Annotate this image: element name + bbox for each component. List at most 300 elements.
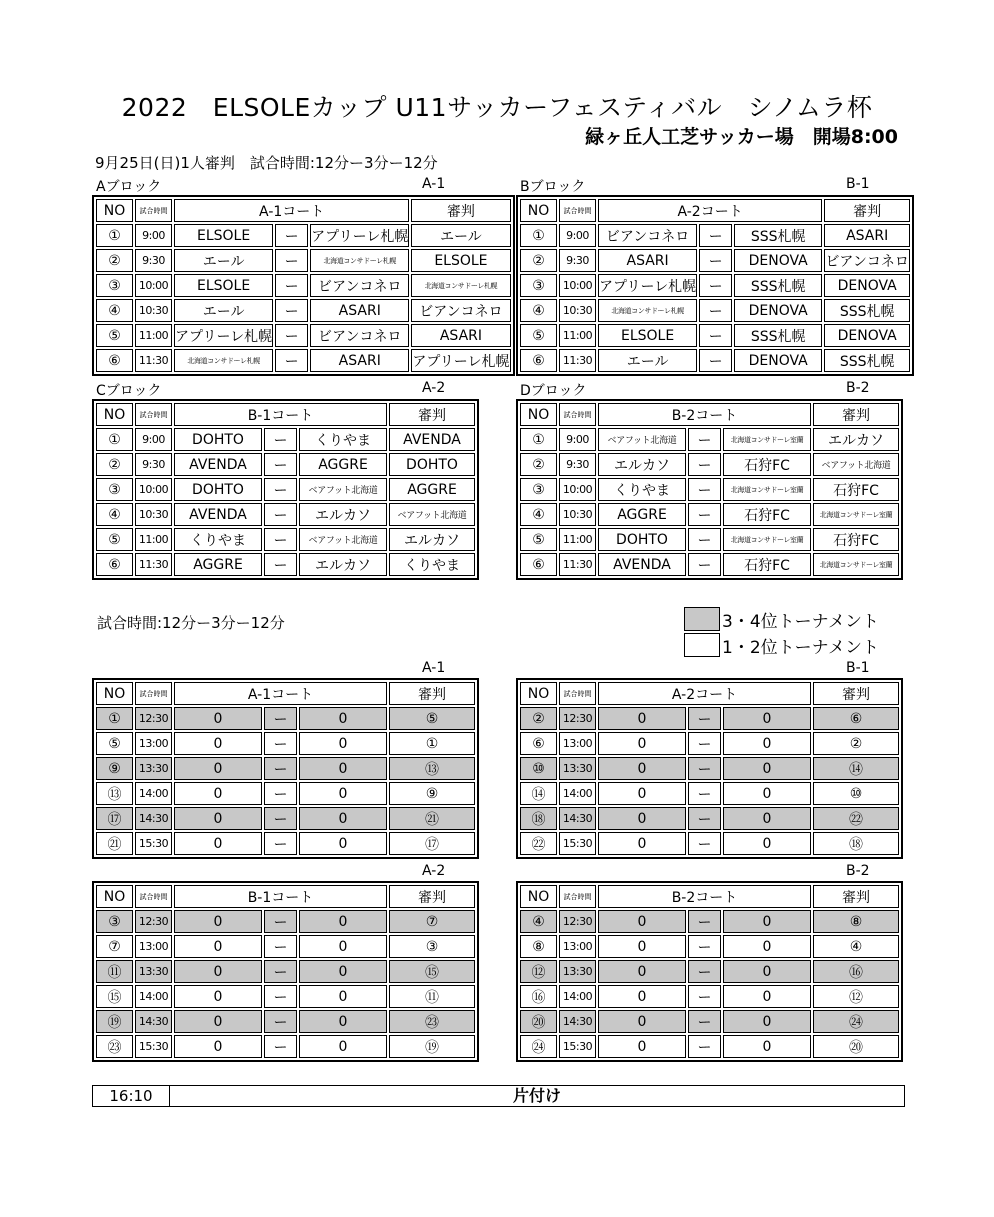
match-no: ⑳: [520, 1010, 557, 1033]
referee-team: SSS札幌: [824, 299, 910, 322]
table-row: [520, 249, 910, 272]
table-row: [96, 910, 475, 933]
match-no: ⑤: [96, 528, 133, 551]
table-header-row: [520, 199, 910, 222]
match-time: 15:30: [135, 832, 172, 855]
referee-team: 北海道コンサドーレ室蘭: [813, 503, 899, 526]
match-no: ⑮: [96, 985, 133, 1008]
match-no: ⑫: [520, 960, 557, 983]
vs-dash: ー: [688, 1010, 721, 1033]
away-team: DENOVA: [734, 249, 822, 272]
referee-team: ㉒: [813, 807, 899, 830]
match-no: ③: [520, 478, 557, 501]
away-team: 0: [723, 985, 811, 1008]
referee-team: AGGRE: [389, 478, 475, 501]
cleanup-row: [92, 1085, 905, 1107]
home-team: 北海道コンサドーレ札幌: [598, 299, 697, 322]
referee-team: ASARI: [411, 324, 510, 347]
match-no: ⑨: [96, 757, 133, 780]
match-no: ④: [520, 299, 557, 322]
header-referee: 審判: [411, 199, 510, 222]
table-row: [96, 553, 475, 576]
table-row: [96, 249, 511, 272]
away-team: ベアフット北海道: [299, 478, 387, 501]
venue-subtitle: 緑ヶ丘人工芝サッカー場 開場8:00: [585, 126, 898, 148]
home-team: エール: [598, 349, 697, 372]
home-team: 0: [598, 1035, 686, 1058]
home-team: AVENDA: [174, 453, 262, 476]
match-time: 13:30: [135, 757, 172, 780]
referee-team: SSS札幌: [824, 349, 910, 372]
referee-team: DENOVA: [824, 324, 910, 347]
away-team: 0: [723, 935, 811, 958]
table-row: [520, 707, 899, 730]
vs-dash: ー: [275, 224, 308, 247]
vs-dash: ー: [264, 1010, 297, 1033]
referee-team: ⑨: [389, 782, 475, 805]
header-court: A-1コート: [174, 682, 387, 705]
away-team: SSS札幌: [734, 324, 822, 347]
table-row: [96, 985, 475, 1008]
table-row: [96, 324, 511, 347]
vs-dash: ー: [275, 274, 308, 297]
table-row: [96, 832, 475, 855]
away-team: 0: [723, 832, 811, 855]
referee-team: ⑯: [813, 960, 899, 983]
vs-dash: ー: [264, 1035, 297, 1058]
table-row: [96, 299, 511, 322]
table-row: [520, 324, 910, 347]
away-team: 0: [299, 960, 387, 983]
vs-dash: ー: [264, 503, 297, 526]
vs-dash: ー: [264, 782, 297, 805]
away-team: SSS札幌: [734, 224, 822, 247]
referee-team: AVENDA: [389, 428, 475, 451]
home-team: 0: [598, 910, 686, 933]
home-team: 0: [174, 782, 262, 805]
home-team: 0: [174, 757, 262, 780]
match-no: ④: [96, 503, 133, 526]
referee-team: ASARI: [824, 224, 910, 247]
vs-dash: ー: [688, 935, 721, 958]
home-team: 0: [598, 1010, 686, 1033]
match-no: ①: [520, 428, 557, 451]
match-time: 9:00: [559, 428, 596, 451]
match-no: ⑰: [96, 807, 133, 830]
header-match-time: 試合時間: [559, 682, 596, 705]
away-team: 0: [723, 707, 811, 730]
header-match-time: 試合時間: [559, 403, 596, 426]
vs-dash: ー: [275, 249, 308, 272]
vs-dash: ー: [688, 707, 721, 730]
ref-label-c: A-2: [422, 380, 446, 396]
match-no: ①: [96, 707, 133, 730]
tournament-table-2: [516, 678, 903, 859]
match-time: 11:30: [559, 553, 596, 576]
away-team: 北海道コンサドーレ札幌: [310, 249, 409, 272]
match-no: ㉔: [520, 1035, 557, 1058]
header-court: A-1コート: [174, 199, 409, 222]
header-court: A-2コート: [598, 199, 822, 222]
match-time: 10:00: [135, 478, 172, 501]
away-team: 0: [299, 807, 387, 830]
home-team: 0: [598, 985, 686, 1008]
ref-label-a: A-1: [422, 176, 446, 192]
away-team: 0: [723, 732, 811, 755]
match-no: ⑥: [96, 553, 133, 576]
match-time: 9:00: [135, 224, 172, 247]
vs-dash: ー: [264, 707, 297, 730]
league-table-4: [516, 399, 903, 580]
away-team: 石狩FC: [723, 503, 811, 526]
header-referee: 審判: [813, 682, 899, 705]
table-row: [96, 732, 475, 755]
home-team: 0: [174, 935, 262, 958]
match-time: 12:30: [559, 707, 596, 730]
match-no: ⑥: [520, 553, 557, 576]
away-team: 0: [723, 1010, 811, 1033]
home-team: ELSOLE: [174, 274, 273, 297]
tournament-table-4: [516, 881, 903, 1062]
vs-dash: ー: [688, 453, 721, 476]
match-no: ⑤: [96, 324, 133, 347]
home-team: 0: [174, 732, 262, 755]
home-team: 0: [598, 832, 686, 855]
match-time: 14:30: [559, 807, 596, 830]
away-team: 石狩FC: [723, 453, 811, 476]
referee-team: エルカソ: [389, 528, 475, 551]
table-row: [96, 807, 475, 830]
match-time: 11:00: [559, 324, 596, 347]
table-row: [96, 1035, 475, 1058]
header-referee: 審判: [813, 403, 899, 426]
vs-dash: ー: [688, 1035, 721, 1058]
home-team: くりやま: [174, 528, 262, 551]
ref-label-t4: B-2: [846, 863, 870, 879]
tournament-table-1: [92, 678, 479, 859]
match-time: 9:00: [559, 224, 596, 247]
vs-dash: ー: [688, 807, 721, 830]
home-team: 0: [598, 782, 686, 805]
referee-team: DENOVA: [824, 274, 910, 297]
table-row: [520, 553, 899, 576]
home-team: 0: [174, 960, 262, 983]
referee-team: ⑤: [389, 707, 475, 730]
referee-team: ビアンコネロ: [411, 299, 510, 322]
match-no: ⑤: [520, 528, 557, 551]
vs-dash: ー: [699, 299, 732, 322]
table-row: [96, 757, 475, 780]
table-row: [96, 935, 475, 958]
away-team: 0: [299, 985, 387, 1008]
vs-dash: ー: [688, 553, 721, 576]
match-time: 14:00: [559, 782, 596, 805]
header-no: NO: [520, 403, 557, 426]
vs-dash: ー: [264, 935, 297, 958]
home-team: 0: [174, 1035, 262, 1058]
header-match-time: 試合時間: [559, 199, 596, 222]
away-team: 0: [723, 1035, 811, 1058]
referee-team: ビアンコネロ: [824, 249, 910, 272]
home-team: 0: [174, 985, 262, 1008]
home-team: アプリーレ札幌: [598, 274, 697, 297]
home-team: ELSOLE: [174, 224, 273, 247]
match-time: 13:00: [135, 935, 172, 958]
away-team: 0: [299, 1035, 387, 1058]
tournament-table-3: [92, 881, 479, 1062]
table-header-row: [520, 885, 899, 908]
vs-dash: ー: [264, 428, 297, 451]
match-no: ⑥: [96, 349, 133, 372]
referee-team: ⑳: [813, 1035, 899, 1058]
vs-dash: ー: [275, 349, 308, 372]
away-team: 北海道コンサドーレ室蘭: [723, 478, 811, 501]
table-row: [520, 985, 899, 1008]
home-team: 0: [598, 757, 686, 780]
referee-team: ELSOLE: [411, 249, 510, 272]
away-team: 北海道コンサドーレ室蘭: [723, 428, 811, 451]
table-row: [96, 960, 475, 983]
away-team: 0: [299, 910, 387, 933]
match-no: ⑦: [96, 935, 133, 958]
vs-dash: ー: [688, 757, 721, 780]
referee-team: DOHTO: [389, 453, 475, 476]
home-team: 0: [174, 807, 262, 830]
referee-team: ②: [813, 732, 899, 755]
legend-white-swatch: [684, 633, 720, 657]
legend-white-label: 1・2位トーナメント: [722, 638, 879, 658]
home-team: 0: [598, 807, 686, 830]
table-header-row: [520, 403, 899, 426]
ref-label-t1: A-1: [422, 660, 446, 676]
vs-dash: ー: [688, 478, 721, 501]
header-referee: 審判: [813, 885, 899, 908]
match-time: 13:00: [559, 935, 596, 958]
table-header-row: [96, 885, 475, 908]
header-referee: 審判: [389, 403, 475, 426]
match-no: ①: [96, 224, 133, 247]
table-row: [520, 832, 899, 855]
match-no: ㉒: [520, 832, 557, 855]
away-team: 0: [723, 757, 811, 780]
page-title: 2022 ELSOLEカップ U11サッカーフェスティバル シノムラ杯: [121, 93, 873, 122]
table-row: [520, 299, 910, 322]
vs-dash: ー: [699, 249, 732, 272]
home-team: AGGRE: [174, 553, 262, 576]
match-time: 12:30: [135, 707, 172, 730]
match-no: ③: [96, 910, 133, 933]
match-time: 10:30: [559, 503, 596, 526]
table-header-row: [96, 682, 475, 705]
away-team: エルカソ: [299, 503, 387, 526]
home-team: DOHTO: [598, 528, 686, 551]
match-no: ㉑: [96, 832, 133, 855]
match-time: 10:30: [135, 299, 172, 322]
away-team: AGGRE: [299, 453, 387, 476]
header-court: B-2コート: [598, 403, 811, 426]
referee-team: エルカソ: [813, 428, 899, 451]
table-row: [96, 707, 475, 730]
cleanup-label: 片付け: [512, 1086, 561, 1105]
ref-label-t2: B-1: [846, 660, 870, 676]
table-header-row: [96, 403, 475, 426]
table-row: [520, 528, 899, 551]
match-time: 10:00: [559, 478, 596, 501]
header-referee: 審判: [824, 199, 910, 222]
match-time: 13:00: [559, 732, 596, 755]
referee-team: 北海道コンサドーレ札幌: [411, 274, 510, 297]
match-time: 10:00: [135, 274, 172, 297]
match-no: ⑱: [520, 807, 557, 830]
referee-team: ③: [389, 935, 475, 958]
referee-team: 北海道コンサドーレ室蘭: [813, 553, 899, 576]
away-team: DENOVA: [734, 299, 822, 322]
match-no: ⑪: [96, 960, 133, 983]
table-row: [96, 528, 475, 551]
home-team: 北海道コンサドーレ札幌: [174, 349, 273, 372]
ref-label-d: B-2: [846, 380, 870, 396]
vs-dash: ー: [688, 832, 721, 855]
table-row: [96, 782, 475, 805]
match-no: ②: [96, 249, 133, 272]
vs-dash: ー: [264, 553, 297, 576]
table-header-row: [96, 199, 511, 222]
home-team: 0: [174, 1010, 262, 1033]
header-court: B-1コート: [174, 403, 387, 426]
table-row: [520, 807, 899, 830]
away-team: 0: [299, 832, 387, 855]
match-time: 13:30: [559, 960, 596, 983]
header-no: NO: [520, 199, 557, 222]
vs-dash: ー: [699, 324, 732, 347]
away-team: エルカソ: [299, 553, 387, 576]
league-table-1: [92, 195, 515, 376]
home-team: エルカソ: [598, 453, 686, 476]
home-team: ASARI: [598, 249, 697, 272]
table-row: [96, 274, 511, 297]
vs-dash: ー: [688, 782, 721, 805]
vs-dash: ー: [699, 224, 732, 247]
match-no: ①: [96, 428, 133, 451]
header-match-time: 試合時間: [135, 199, 172, 222]
table-row: [520, 960, 899, 983]
referee-team: ㉔: [813, 1010, 899, 1033]
table-row: [96, 428, 475, 451]
referee-team: ⑮: [389, 960, 475, 983]
vs-dash: ー: [688, 528, 721, 551]
referee-team: ⑪: [389, 985, 475, 1008]
away-team: 0: [723, 807, 811, 830]
home-team: AGGRE: [598, 503, 686, 526]
vs-dash: ー: [264, 807, 297, 830]
referee-team: 石狩FC: [813, 528, 899, 551]
match-time: 10:00: [559, 274, 596, 297]
referee-team: ⑬: [389, 757, 475, 780]
table-row: [520, 224, 910, 247]
table-row: [96, 478, 475, 501]
table-row: [520, 478, 899, 501]
home-team: 0: [598, 935, 686, 958]
match-no: ②: [520, 707, 557, 730]
header-no: NO: [520, 682, 557, 705]
table-row: [520, 274, 910, 297]
match-no: ㉓: [96, 1035, 133, 1058]
match-time: 11:00: [135, 528, 172, 551]
match-time: 14:00: [135, 782, 172, 805]
table-row: [520, 935, 899, 958]
home-team: エール: [174, 299, 273, 322]
match-time: 12:30: [559, 910, 596, 933]
vs-dash: ー: [688, 732, 721, 755]
home-team: 0: [174, 707, 262, 730]
away-team: 0: [299, 782, 387, 805]
referee-team: 石狩FC: [813, 478, 899, 501]
home-team: ビアンコネロ: [598, 224, 697, 247]
match-no: ⑭: [520, 782, 557, 805]
ref-label-b: B-1: [846, 176, 870, 192]
block-label-a: Aブロック: [96, 179, 162, 195]
table-row: [520, 910, 899, 933]
home-team: 0: [174, 832, 262, 855]
away-team: 0: [723, 960, 811, 983]
league-table-2: [516, 195, 914, 376]
block-label-d: Dブロック: [520, 383, 587, 399]
match-no: ⑲: [96, 1010, 133, 1033]
match-time: 10:30: [135, 503, 172, 526]
match-time: 11:30: [135, 349, 172, 372]
vs-dash: ー: [688, 503, 721, 526]
table-row: [96, 349, 511, 372]
match-time: 14:30: [559, 1010, 596, 1033]
match-time-notice: 試合時間:12分ー3分ー12分: [97, 614, 285, 632]
match-no: ①: [520, 224, 557, 247]
vs-dash: ー: [688, 960, 721, 983]
table-row: [520, 757, 899, 780]
match-no: ③: [520, 274, 557, 297]
match-time: 11:00: [559, 528, 596, 551]
away-team: 0: [299, 935, 387, 958]
table-row: [520, 732, 899, 755]
vs-dash: ー: [688, 910, 721, 933]
table-row: [96, 453, 475, 476]
away-team: ASARI: [310, 299, 409, 322]
match-time: 13:30: [135, 960, 172, 983]
referee-team: アプリーレ札幌: [411, 349, 510, 372]
away-team: 0: [299, 732, 387, 755]
league-table-3: [92, 399, 479, 580]
away-team: ビアンコネロ: [310, 324, 409, 347]
match-no: ②: [520, 249, 557, 272]
home-team: 0: [598, 707, 686, 730]
referee-team: ⑫: [813, 985, 899, 1008]
header-court: A-2コート: [598, 682, 811, 705]
cleanup-time: 16:10: [93, 1086, 170, 1106]
match-time: 11:00: [135, 324, 172, 347]
match-time: 15:30: [135, 1035, 172, 1058]
header-no: NO: [96, 199, 133, 222]
match-no: ②: [520, 453, 557, 476]
match-time: 14:30: [135, 807, 172, 830]
home-team: AVENDA: [598, 553, 686, 576]
header-no: NO: [96, 682, 133, 705]
table-header-row: [520, 682, 899, 705]
header-court: B-1コート: [174, 885, 387, 908]
match-time: 9:00: [135, 428, 172, 451]
match-no: ④: [96, 299, 133, 322]
vs-dash: ー: [264, 985, 297, 1008]
date-notice: 9月25日(日)1人審判 試合時間:12分ー3分ー12分: [95, 154, 438, 172]
match-no: ⑤: [96, 732, 133, 755]
